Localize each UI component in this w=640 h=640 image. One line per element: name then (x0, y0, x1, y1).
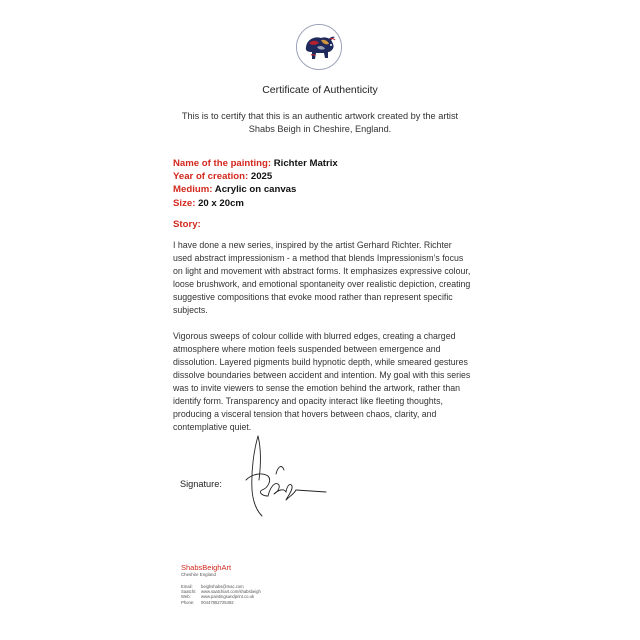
footer-location: Cheshire England (181, 572, 216, 577)
story-paragraph-1: I have done a new series, inspired by the artist Gerhard Richter. Richter used abstract impressionism - a method that blends Impressionism’s focus on light and movement with abstract forms. It emphasizes expressive colour, loose brushwork, and emotional spontaneity over realistic depiction, creating suggestive compositions that evoke mood rather than represent specific subjects. (173, 240, 471, 315)
footer-contact-block (181, 563, 261, 605)
intro-line-1: This is to certify that this is an authentic artwork created by the artist (181, 111, 459, 121)
detail-value: 20 x 20cm (198, 197, 244, 209)
detail-label: Year of creation: (173, 171, 249, 183)
detail-year (173, 170, 338, 183)
detail-label: Size: (173, 197, 196, 209)
detail-size (173, 197, 338, 210)
contact-key: Saatchi: (181, 589, 197, 595)
detail-painting-name (173, 157, 338, 170)
contact-value: www.saatchiart.com/shabsbeigh (201, 589, 261, 595)
handwritten-signature (232, 430, 332, 527)
contact-value: 00447852725492 (201, 599, 234, 605)
footer-contact-row (181, 600, 261, 605)
story-text (173, 239, 473, 447)
certificate-title: Certificate of Authenticity (262, 84, 378, 96)
story-paragraph-2: Vigorous sweeps of colour collide with blurred edges, creating a charged atmosphere where motion feels suspended between emergence and dissolution. Layered pigments build hypnotic depth, while smeared gestures dissolve boundaries between accident and intention. My goal with this series was to invite viewers to sense the emotion behind the artwork, rather than identify form. Transparency and opacity interact like fleeting thoughts, producing a visceral tension that hovers between chaos, clarity, and contemplative quiet. (173, 331, 471, 432)
intro-line-2: Shabs Beigh in Cheshire, England. (248, 124, 392, 134)
detail-value: Richter Matrix (273, 158, 338, 169)
detail-label: Name of the painting: (173, 158, 272, 169)
bull-logo-icon (296, 24, 342, 70)
detail-value: 2025 (250, 171, 273, 183)
story-heading: Story: (173, 219, 201, 230)
footer-brand: ShabsBeighArt (181, 563, 232, 572)
detail-value: Acrylic on canvas (214, 184, 297, 196)
detail-medium (173, 183, 338, 196)
artwork-details (173, 157, 338, 210)
contact-key: Phone: (181, 599, 195, 605)
certificate-intro (170, 110, 470, 136)
contact-key: Email: (181, 584, 193, 589)
signature-label: Signature: (180, 479, 222, 489)
contact-value: www.paintingsandprint.co.uk (201, 594, 255, 600)
contact-value: beighshabs@mac.com (201, 584, 244, 589)
detail-label: Medium: (173, 184, 213, 196)
contact-key: Web: (181, 594, 191, 600)
